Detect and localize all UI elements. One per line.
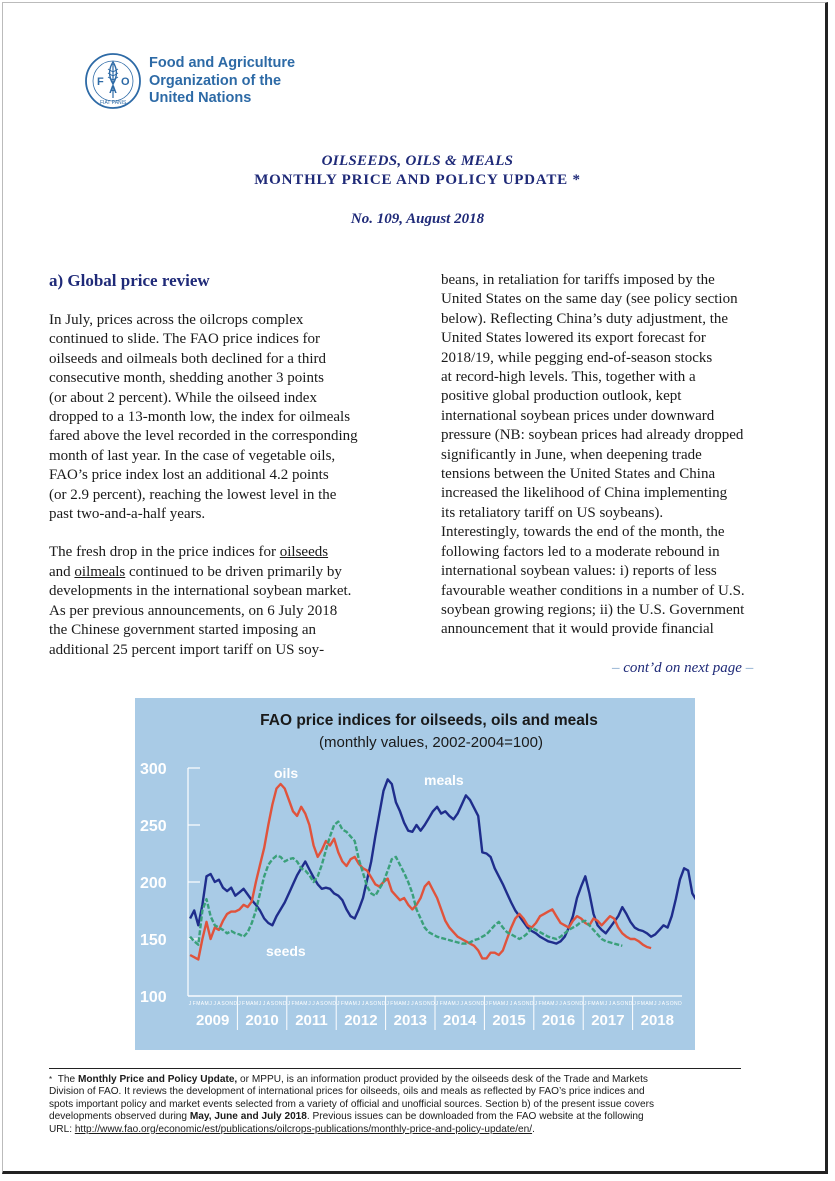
text-line: consecutive month, shedding another 3 points (49, 370, 324, 387)
x-month-tick-label: J (209, 1001, 212, 1007)
x-month-tick-label: D (381, 1001, 386, 1007)
x-month-tick-label: M (599, 1001, 604, 1007)
text-line: dropped to a 13-month low, the index for oilmeals (49, 409, 351, 426)
text-line: below). Reflecting China’s duty adjustment, the (441, 310, 729, 327)
logo-letter-o: O (121, 76, 130, 88)
footnote-line: Division of FAO. It reviews the development of international prices for oilseeds, oils and meals as reflected by FAO’s price indices and (49, 1086, 645, 1098)
label-oils: oils (274, 765, 299, 781)
x-month-tick-label: M (303, 1001, 308, 1007)
x-month-tick-label: J (604, 1001, 608, 1007)
x-month-tick-label: F (637, 1001, 641, 1007)
x-month-tick-label: D (282, 1001, 287, 1007)
x-month-tick-label: A (546, 1001, 550, 1007)
x-month-tick-label: O (274, 1001, 279, 1007)
text-line: In July, prices across the oilcrops complex (49, 312, 304, 328)
logo-motto: FIAT PANIS (100, 100, 127, 106)
x-month-tick-label: J (653, 1001, 657, 1007)
x-month-tick-label: M (492, 1001, 497, 1007)
footnote-line (49, 1074, 749, 1086)
x-month-tick-label: M (550, 1001, 555, 1007)
x-month-tick-label: D (678, 1001, 682, 1007)
x-month-tick-label: J (456, 1001, 459, 1007)
x-month-tick-label: J (555, 1001, 558, 1007)
x-year-label: 2013 (393, 1012, 427, 1029)
paragraph-2 (49, 543, 399, 659)
logo-letter-f: F (97, 76, 104, 88)
text-line: additional 25 percent import tariff on US soy- (49, 641, 325, 658)
x-year-label: 2017 (591, 1012, 625, 1029)
text-line: (or 2.9 percent), reaching the lowest level in the (49, 486, 337, 503)
x-year-label: 2018 (640, 1012, 674, 1029)
oilseeds-link[interactable]: oilseeds (279, 544, 329, 561)
x-month-tick-label: J (608, 1001, 612, 1007)
text-line: its retaliatory tariff on US soybeans). (441, 504, 664, 521)
x-month-tick-label: A (266, 1001, 270, 1007)
x-month-tick-label: S (517, 1001, 522, 1007)
x-month-tick-label: M (649, 1001, 654, 1007)
x-month-tick-label: J (337, 1001, 340, 1007)
text-line: international soybean values: i) reports of less (441, 563, 717, 580)
text-line: significantly in June, when deepening trade (441, 446, 702, 463)
x-month-tick-label: N (575, 1001, 579, 1007)
x-month-tick-label: N (525, 1001, 530, 1007)
x-month-tick-label: F (587, 1001, 591, 1007)
x-month-tick-label: J (559, 1001, 562, 1007)
x-month-tick-label: M (443, 1001, 448, 1007)
x-month-tick-label: N (427, 1001, 431, 1007)
x-month-tick-label: J (584, 1001, 587, 1007)
text-line: (or about 2 percent). While the oilseed index (49, 389, 317, 406)
x-month-tick-label: A (612, 1001, 616, 1007)
document-title-line-1: OILSEEDS, OILS & MEALS (321, 153, 514, 169)
document-title-line-2: MONTHLY PRICE AND POLICY UPDATE * (254, 172, 581, 188)
text-line: developments in the international soybean market. (49, 583, 352, 600)
text-line: the Chinese government started imposing an (49, 622, 317, 639)
org-name-line-3: United Nations (149, 90, 252, 106)
section-heading: a) Global price review (49, 271, 210, 290)
x-year-label: 2016 (541, 1012, 576, 1029)
x-month-tick-label: N (328, 1001, 332, 1007)
x-month-tick-label: O (472, 1001, 477, 1007)
x-month-tick-label: A (645, 1001, 649, 1007)
x-month-tick-label: J (287, 1001, 291, 1007)
x-month-tick-label: J (411, 1001, 414, 1007)
x-month-tick-label: M (500, 1001, 506, 1007)
x-month-tick-label: D (529, 1001, 534, 1007)
period-covered: May, June and July 2018 (189, 1111, 307, 1123)
text-fragment: continued to be driven primarily by (125, 563, 342, 580)
x-month-tick-label: J (258, 1001, 262, 1007)
x-month-tick-label: F (489, 1001, 493, 1007)
y-tick-label: 100 (140, 989, 167, 1006)
x-month-tick-label: J (406, 1001, 410, 1007)
text-line: international soybean prices under downward (441, 407, 715, 424)
text-line: As per previous announcements, on 6 July 2018 (49, 602, 338, 619)
left-column (49, 311, 399, 660)
x-month-tick-label: A (398, 1001, 402, 1007)
x-year-label: 2010 (245, 1012, 279, 1029)
x-month-tick-label: M (451, 1001, 456, 1007)
text-fragment: or MPPU, is an information product provided by the oilseeds desk of the Trade and Markets (237, 1074, 648, 1085)
x-month-tick-label: A (497, 1001, 501, 1007)
paragraph-1 (49, 311, 399, 524)
text-line (49, 543, 399, 562)
text-line: soybean growing regions; ii) the U.S. Government (441, 601, 745, 618)
text-fragment: The fresh drop in the price indices for (49, 544, 280, 561)
text-line: 2018/19, while pegging end-of-season stocks (441, 349, 713, 366)
x-month-tick-label: N (278, 1001, 283, 1007)
text-line: at record-high levels. This, together with a (441, 369, 696, 386)
text-line: following factors led to a moderate rebound in (441, 543, 720, 560)
x-month-tick-label: A (563, 1001, 567, 1007)
x-month-tick-label: D (233, 1001, 238, 1007)
x-month-tick-label: A (447, 1001, 452, 1007)
x-month-tick-label: M (245, 1001, 250, 1007)
x-month-tick-label: A (365, 1001, 369, 1007)
x-month-tick-label: J (361, 1001, 365, 1007)
x-month-tick-label: F (291, 1001, 295, 1007)
text-line: continued to slide. The FAO price indices for (49, 331, 321, 348)
x-axis (189, 996, 682, 1030)
text-line: month of last year. In the case of vegetable oils, (49, 447, 336, 464)
x-month-tick-label: N (674, 1001, 678, 1007)
x-year-label: 2011 (295, 1012, 328, 1029)
x-month-tick-label: J (213, 1001, 217, 1007)
x-month-tick-label: D (628, 1001, 633, 1007)
text-fragment: The (55, 1074, 78, 1085)
x-month-tick-label: M (393, 1001, 398, 1007)
text-line: United States lowered its export forecast for (441, 330, 706, 347)
x-month-tick-label: D (431, 1001, 435, 1007)
x-month-tick-label: F (192, 1001, 196, 1007)
footnote (49, 1074, 749, 1136)
x-month-tick-label: J (460, 1001, 464, 1007)
x-month-tick-label: J (312, 1001, 315, 1007)
x-month-tick-label: D (579, 1001, 583, 1007)
y-tick-label: 250 (140, 818, 167, 835)
x-year-label: 2014 (443, 1012, 477, 1029)
text-fragment: and (49, 563, 75, 580)
y-tick-label: 150 (140, 932, 167, 949)
x-month-tick-label: A (250, 1001, 254, 1007)
footnote-mark: * (49, 1075, 53, 1084)
x-month-tick-label: O (323, 1001, 328, 1007)
text-line: United States on the same day (see policy section (441, 291, 738, 308)
continued-text: cont’d on next page (623, 660, 742, 676)
chart-title: FAO price indices for oilseeds, oils and meals (260, 712, 598, 729)
x-month-tick-label: S (567, 1001, 571, 1007)
text-line: announcement that it would provide financial (441, 621, 714, 638)
x-month-tick-label: M (542, 1001, 547, 1007)
x-month-tick-label: M (640, 1001, 645, 1007)
price-index-chart (135, 698, 695, 1050)
label-seeds: seeds (266, 943, 306, 959)
text-line: oilseeds and oilmeals both declined for a third (49, 350, 327, 367)
x-month-tick-label: A (464, 1001, 468, 1007)
x-month-tick-label: J (509, 1001, 513, 1007)
x-month-tick-label: J (238, 1001, 241, 1007)
x-month-tick-label: J (308, 1001, 311, 1007)
x-month-tick-label: D (480, 1001, 485, 1007)
text-line: pressure (NB: soybean prices had already dropped (441, 427, 744, 444)
x-month-tick-label: S (221, 1001, 225, 1007)
x-year-label: 2015 (492, 1012, 526, 1029)
x-month-tick-label: M (196, 1001, 201, 1007)
x-month-tick-label: O (422, 1001, 427, 1007)
x-month-tick-label: J (357, 1001, 361, 1007)
x-month-tick-label: M (344, 1001, 349, 1007)
x-month-tick-label: J (485, 1001, 488, 1007)
x-month-tick-label: F (390, 1001, 394, 1007)
y-tick-label: 300 (140, 761, 167, 778)
logo-letter-a: A (109, 84, 117, 96)
text-fragment: . (532, 1123, 535, 1135)
x-month-tick-label: F (538, 1001, 542, 1007)
text-line: favourable weather conditions in a number of U.S. (441, 582, 745, 599)
text-line (49, 563, 399, 582)
x-month-tick-label: M (295, 1001, 300, 1007)
x-month-tick-label: J (435, 1001, 439, 1007)
x-month-tick-label: F (340, 1001, 344, 1007)
text-line: Interestingly, towards the end of the month, the (441, 524, 725, 541)
x-month-tick-label: O (521, 1001, 526, 1007)
x-month-tick-label: A (595, 1001, 600, 1007)
x-month-tick-label: A (200, 1001, 205, 1007)
x-month-tick-label: N (624, 1001, 629, 1007)
x-month-tick-label: F (242, 1001, 246, 1007)
x-month-tick-label: J (658, 1001, 661, 1007)
x-month-tick-label: O (373, 1001, 378, 1007)
x-month-tick-label: O (570, 1001, 575, 1007)
x-month-tick-label: J (505, 1001, 509, 1007)
x-month-tick-label: S (320, 1001, 324, 1007)
text-fragment: developments observed during (49, 1111, 190, 1123)
oilmeals-link[interactable]: oilmeals (74, 563, 126, 580)
x-month-tick-label: S (270, 1001, 275, 1007)
x-month-tick-label: M (253, 1001, 259, 1007)
x-month-tick-label: A (348, 1001, 353, 1007)
text-line: FAO’s price index lost an additional 4.2 points (49, 467, 329, 484)
x-month-tick-label: A (217, 1001, 221, 1007)
x-month-tick-label: S (665, 1001, 670, 1007)
x-month-tick-label: M (352, 1001, 357, 1007)
x-month-tick-label: F (439, 1001, 443, 1007)
x-month-tick-label: J (188, 1001, 192, 1007)
text-line: tensions between the United States and China (441, 466, 716, 483)
text-line: beans, in retaliation for tariffs imposed by the (441, 272, 715, 288)
x-month-tick-label: A (513, 1001, 517, 1007)
x-month-tick-label: O (669, 1001, 674, 1007)
x-month-tick-label: A (316, 1001, 320, 1007)
continued-note: – cont’d on next page – (612, 660, 754, 676)
text-line: positive global production outlook, kept (441, 388, 682, 405)
x-month-tick-label: N (229, 1001, 234, 1007)
x-month-tick-label: M (402, 1001, 407, 1007)
issue-number: No. 109, August 2018 (350, 211, 485, 227)
label-meals: meals (424, 772, 464, 788)
x-month-tick-label: A (414, 1001, 419, 1007)
chart-subtitle: (monthly values, 2002-2004=100) (319, 734, 543, 751)
x-month-tick-label: N (476, 1001, 481, 1007)
x-month-tick-label: J (262, 1001, 266, 1007)
text-line: past two-and-a-half years. (49, 506, 206, 523)
text-fragment: . Previous issues can be downloaded from the FAO website at the following (306, 1111, 644, 1123)
footnote-line (49, 1111, 749, 1123)
x-month-tick-label: J (633, 1001, 636, 1007)
org-name-line-2: Organization of the (149, 72, 282, 89)
x-month-tick-label: O (225, 1001, 230, 1007)
x-month-tick-label: M (591, 1001, 596, 1007)
text-line: fared above the level recorded in the corresponding (49, 428, 358, 445)
right-column (441, 271, 793, 640)
x-year-label: 2012 (344, 1012, 378, 1029)
publications-url-link[interactable]: http://www.fao.org/economic/est/publications/oilcrops-publications/monthly-price-and-policy-update/en/ (74, 1123, 533, 1135)
x-month-tick-label: S (468, 1001, 472, 1007)
x-month-tick-label: D (332, 1001, 336, 1007)
x-month-tick-label: O (620, 1001, 625, 1007)
y-tick-label: 200 (140, 875, 167, 892)
x-month-tick-label: S (616, 1001, 620, 1007)
organization-name (149, 55, 295, 108)
fao-logo-icon (84, 52, 142, 110)
x-month-tick-label: S (418, 1001, 423, 1007)
x-month-tick-label: N (377, 1001, 382, 1007)
x-month-tick-label: M (204, 1001, 209, 1007)
chart-svg (135, 698, 695, 1050)
text-fragment: URL: (49, 1123, 75, 1135)
footnote-line (49, 1124, 749, 1136)
x-year-label: 2009 (196, 1012, 230, 1029)
text-line: increased the likelihood of China implementing (441, 485, 728, 502)
product-name: Monthly Price and Policy Update, (77, 1074, 238, 1085)
x-month-tick-label: J (386, 1001, 389, 1007)
x-month-tick-label: A (299, 1001, 303, 1007)
x-month-tick-label: J (534, 1001, 538, 1007)
footnote-line: spots important policy and market events selected from a variety of official and unofficial sources. Section b) of the present issue covers (49, 1098, 654, 1110)
footnote-divider (49, 1068, 741, 1069)
org-name-line-1: Food and Agriculture (149, 55, 296, 71)
x-month-tick-label: S (369, 1001, 373, 1007)
x-month-tick-label: A (661, 1001, 666, 1007)
